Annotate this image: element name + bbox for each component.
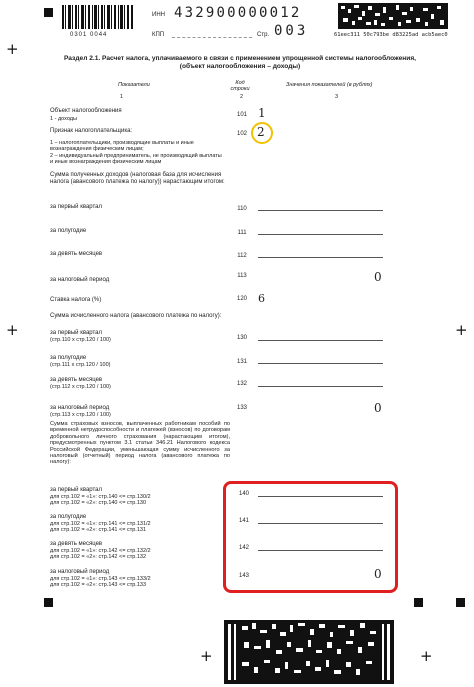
col-header-indicators: Показатели <box>118 82 150 88</box>
row-141-code: 141 <box>238 518 249 524</box>
row-132-field[interactable] <box>258 386 383 387</box>
row-113-value[interactable]: 0 <box>374 270 382 284</box>
col-num-1: 1 <box>120 94 124 100</box>
row-142-sub1: для стр.102 = «1»: стр.142 <= стр.132/2 <box>50 548 151 554</box>
income-header: Сумма полученных доходов (налоговая база для исчисления налога (авансового платежа по налогу)) нарастающим итогом: <box>50 172 225 185</box>
kpp-cells <box>172 30 252 38</box>
row-133-value[interactable]: 0 <box>374 401 382 415</box>
crosshair-mark: + <box>6 40 19 58</box>
tax-header: Сумма исчисленного налога (авансового платежа по налогу): <box>50 313 222 319</box>
row-132-label: за девять месяцев <box>50 377 103 383</box>
qr-barcode-bottom <box>224 620 394 684</box>
row-131-field[interactable] <box>258 363 383 364</box>
row-140-sub2: для стр.102 = «2»: стр.140 <= стр.130 <box>50 500 147 506</box>
row-140-code: 140 <box>238 491 249 497</box>
row-111-label: за полугодие <box>50 228 87 234</box>
row-102-value[interactable]: 2 <box>257 125 265 139</box>
corner-marker-bottom-right-2 <box>456 598 465 607</box>
corner-marker-bottom-left <box>44 598 53 607</box>
row-101-sub: 1 - доходы <box>50 116 77 122</box>
row-111-field[interactable] <box>258 234 383 235</box>
row-140-label: за первый квартал <box>50 487 103 493</box>
form-barcode <box>62 5 134 29</box>
row-143-sub2: для стр.102 = «2»: стр.143 <= стр.133 <box>50 582 147 588</box>
row-142-field[interactable] <box>258 550 383 551</box>
section-title <box>30 55 450 71</box>
crosshair-mark: + <box>6 321 19 339</box>
col-header-code: Код строки <box>230 80 250 93</box>
row-120-code: 120 <box>236 296 247 302</box>
row-120-label: Ставка налога (%) <box>50 297 102 303</box>
inn-label: ИНН <box>152 12 165 18</box>
row-110-code: 110 <box>237 206 247 212</box>
crosshair-mark: + <box>420 647 433 665</box>
row-111-code: 111 <box>237 230 247 236</box>
col-num-3: 3 <box>335 94 339 100</box>
row-101-label: Объект налогообложения <box>50 108 122 114</box>
row-141-sub2: для стр.102 = «2»: стр.141 <= стр.131 <box>50 527 147 533</box>
inn-value: 432900000012 <box>174 5 302 21</box>
row-141-label: за полугодие <box>50 514 87 520</box>
row-143-value[interactable]: 0 <box>374 567 382 581</box>
row-101-code: 101 <box>236 112 247 118</box>
row-110-label: за первый квартал <box>50 204 103 210</box>
row-102-sub1: 1 – налогоплательщики, производящие выплаты и иные вознаграждения физическим лицам; <box>50 140 194 153</box>
row-130-code: 130 <box>236 335 247 341</box>
page-label: Стр. <box>257 32 270 38</box>
row-132-code: 132 <box>236 381 247 387</box>
row-133-label: за налоговый период <box>50 405 110 411</box>
row-140-sub1: для стр.102 = «1»: стр.140 <= стр.130/2 <box>50 494 151 500</box>
qr-barcode-top <box>338 3 448 29</box>
row-131-label: за полугодие <box>50 355 87 361</box>
row-143-code: 143 <box>238 573 249 579</box>
row-112-field[interactable] <box>258 257 383 258</box>
row-142-sub2: для стр.102 = «2»: стр.142 <= стр.132 <box>50 554 147 560</box>
section-title-line2: (объект налогообложения – доходы) <box>179 63 301 70</box>
row-143-sub1: для стр.102 = «1»: стр.143 <= стр.133/2 <box>50 576 151 582</box>
row-141-field[interactable] <box>258 523 383 524</box>
row-130-sub: (стр.110 х стр.120 / 100) <box>50 337 111 343</box>
row-143-label: за налоговый период <box>50 569 110 575</box>
row-142-code: 142 <box>238 545 249 551</box>
col-num-2: 2 <box>240 94 244 100</box>
row-113-label: за налоговый период <box>50 277 110 283</box>
row-132-sub: (стр.112 х стр.120 / 100) <box>50 384 111 390</box>
corner-marker-top-left <box>44 8 53 17</box>
row-130-label: за первый квартал <box>50 330 103 336</box>
col-header-values: Значения показателей (в рублях) <box>286 82 373 88</box>
section-title-line1: Раздел 2.1. Расчет налога, уплачиваемого в связи с применением упрощенной системы налогообложения, <box>64 55 416 62</box>
corner-marker-bottom-right <box>414 598 423 607</box>
row-102-code: 102 <box>236 131 247 137</box>
row-101-value[interactable]: 1 <box>258 106 266 120</box>
insurance-header: Сумма страховых взносов, выплаченных работникам пособий по временной нетрудоспособности и платежей (взносов) по договорам добровольного личного страхования (нарастающим итогом), предусмотренных пунктом 3.1 статьи 346.21 Налогового кодекса Российской Федерации, уменьшающая сумму исчисленного за налоговый (отчетный) период налога (авансового платежа по налогу): <box>50 421 230 466</box>
row-102-sub2: 2 – индивидуальный предприниматель, не производящий выплаты и иные вознаграждения физическим лицам <box>50 153 222 166</box>
row-141-sub1: для стр.102 = «1»: стр.141 <= стр.131/2 <box>50 521 151 527</box>
row-131-code: 131 <box>236 359 247 365</box>
row-120-value[interactable]: 6 <box>258 292 265 305</box>
crosshair-mark: + <box>455 321 468 339</box>
row-110-field[interactable] <box>258 210 383 211</box>
page-number: 003 <box>274 23 309 39</box>
row-140-field[interactable] <box>258 496 383 497</box>
row-131-sub: (стр.111 х стр.120 / 100) <box>50 362 111 368</box>
form-code: 0301 0044 <box>70 32 108 38</box>
row-133-sub: (стр.113 х стр.120 / 100) <box>50 412 111 418</box>
barcode-caption: 61eec311 50c793be d83225ad acb5aec0 <box>334 32 448 38</box>
row-112-code: 112 <box>237 253 247 259</box>
kpp-label: КПП <box>152 32 165 38</box>
crosshair-mark: + <box>200 647 213 665</box>
row-142-label: за девять месяцев <box>50 541 103 547</box>
row-133-code: 133 <box>236 405 247 411</box>
row-113-code: 113 <box>237 273 247 279</box>
row-112-label: за девять месяцев <box>50 251 103 257</box>
row-102-label: Признак налогоплательщика: <box>50 128 133 134</box>
row-130-field[interactable] <box>258 340 383 341</box>
